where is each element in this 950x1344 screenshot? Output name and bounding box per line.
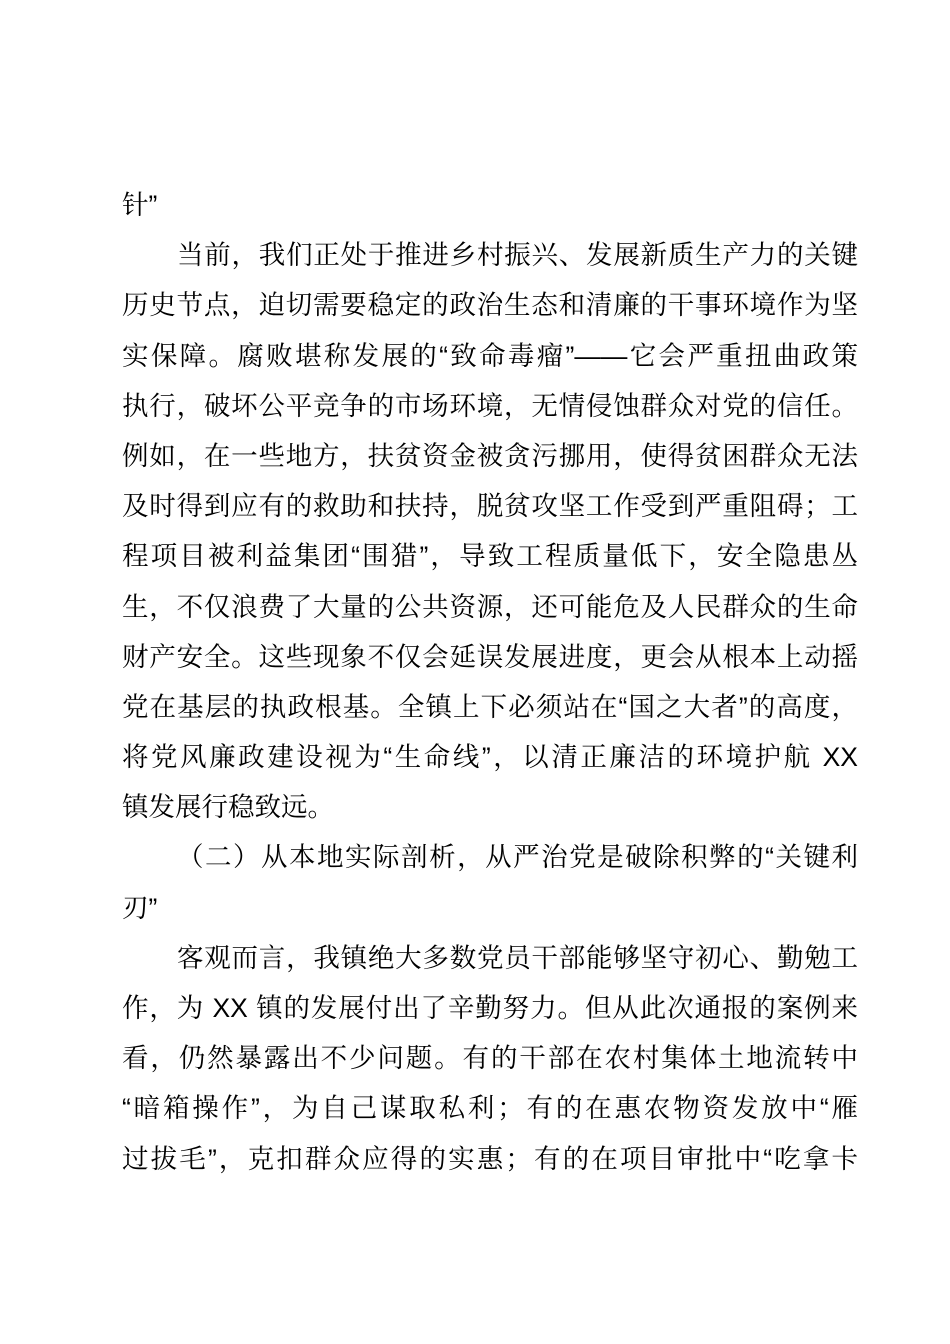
- text-line: 作，为 XX 镇的发展付出了辛勤努力。但从此次通报的案例来: [122, 993, 858, 1023]
- document-text-block: [122, 180, 858, 1184]
- text-line: 财产安全。这些现象不仅会延误发展进度，更会从根本上动摇: [122, 641, 858, 672]
- text-line: 例如，在一些地方，扶贫资金被贪污挪用，使得贫困群众无法: [122, 440, 858, 471]
- text-line: 程项目被利益集团“围猎”，导致工程质量低下，安全隐患丛: [122, 541, 858, 572]
- section-heading-line: 刃”: [122, 892, 158, 923]
- text-line: 实保障。腐败堪称发展的“致命毒瘤”——它会严重扭曲政策: [122, 340, 858, 371]
- text-line: 党在基层的执政根基。全镇上下必须站在“国之大者”的高度，: [122, 691, 858, 722]
- text-line: 客观而言，我镇绝大多数党员干部能够坚守初心、勤勉工: [177, 942, 858, 973]
- text-line: 看，仍然暴露出不少问题。有的干部在农村集体土地流转中: [122, 1043, 858, 1074]
- text-line: 生，不仅浪费了大量的公共资源，还可能危及人民群众的生命: [122, 591, 858, 622]
- text-line: 及时得到应有的救助和扶持，脱贫攻坚工作受到严重阻碍；工: [122, 491, 858, 522]
- text-line: “暗箱操作”，为自己谋取私利；有的在惠农物资发放中“雁: [122, 1093, 858, 1124]
- text-line: 镇发展行稳致远。: [122, 792, 334, 823]
- section-heading-line: （二）从本地实际剖析，从严治党是破除积弊的“关键利: [177, 842, 858, 873]
- text-line: 历史节点，迫切需要稳定的政治生态和清廉的干事环境作为坚: [122, 290, 858, 321]
- text-line: 过拔毛”，克扣群众应得的实惠；有的在项目审批中“吃拿卡: [122, 1143, 858, 1174]
- text-line: 针”: [122, 190, 158, 220]
- text-line: 执行，破坏公平竞争的市场环境，无情侵蚀群众对党的信任。: [122, 390, 858, 421]
- text-line: 当前，我们正处于推进乡村振兴、发展新质生产力的关键: [177, 240, 858, 271]
- text-line: 将党风廉政建设视为“生命线”，以清正廉洁的环境护航 XX: [122, 742, 858, 773]
